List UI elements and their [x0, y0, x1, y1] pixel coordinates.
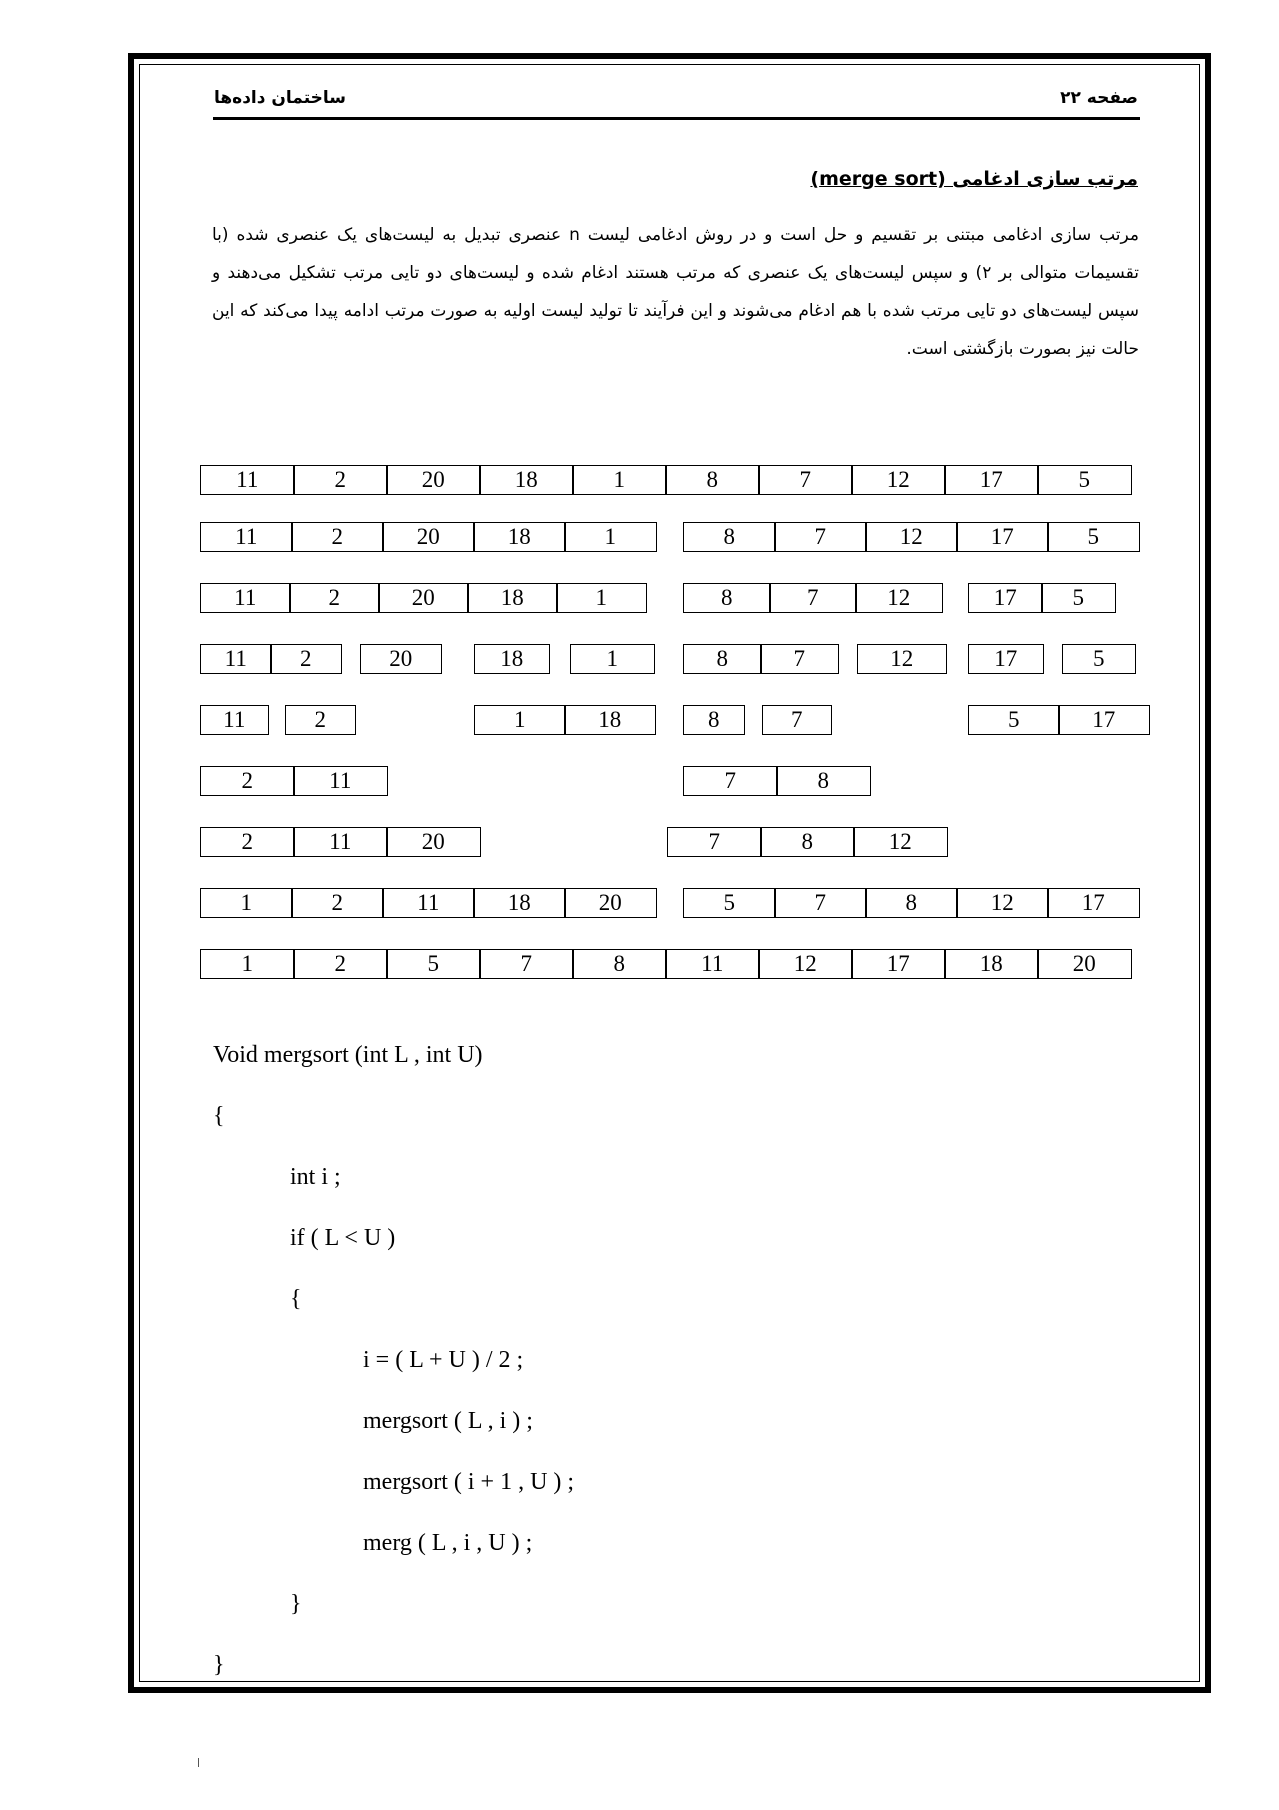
- array-cell: 11: [200, 705, 269, 735]
- array-cell: 11: [382, 888, 475, 918]
- array-cell: 8: [665, 465, 760, 495]
- array-cell: 11: [293, 827, 388, 857]
- array-cell: 20: [386, 465, 481, 495]
- array-cell: 8: [776, 766, 871, 796]
- array-cell: 17: [1058, 705, 1150, 735]
- array-cell: 7: [769, 583, 857, 613]
- array-row: [0, 583, 1279, 613]
- array-cell: 12: [865, 522, 958, 552]
- array-cell: 20: [382, 522, 475, 552]
- array-cell: 5: [1037, 465, 1132, 495]
- array-row: [0, 465, 1279, 495]
- array-cell: 1: [572, 465, 667, 495]
- code-line: {: [290, 1286, 302, 1312]
- array-cell: 5: [386, 949, 481, 979]
- book-title: ساختمان داده‌ها: [214, 88, 346, 108]
- page-number-label: صفحه ۲۲: [1060, 88, 1138, 108]
- code-line: mergsort ( L , i ) ;: [363, 1408, 533, 1434]
- header-rule: [213, 117, 1140, 120]
- array-cell: 1: [564, 522, 657, 552]
- array-cell: 7: [479, 949, 574, 979]
- array-cell: 8: [683, 522, 776, 552]
- array-cell: 2: [291, 522, 384, 552]
- array-row: [0, 827, 1279, 857]
- code-line: merg ( L , i , U ) ;: [363, 1530, 533, 1556]
- array-cell: 20: [386, 827, 481, 857]
- array-cell: 18: [473, 522, 566, 552]
- array-cell: 8: [683, 705, 745, 735]
- code-line: if ( L < U ): [290, 1225, 396, 1251]
- array-cell: 5: [968, 705, 1060, 735]
- array-cell: 5: [1041, 583, 1116, 613]
- array-row: [0, 888, 1279, 918]
- code-line: }: [290, 1591, 302, 1617]
- array-cell: 12: [851, 465, 946, 495]
- array-cell: 5: [1062, 644, 1136, 674]
- array-cell: 7: [774, 522, 867, 552]
- array-cell: 20: [564, 888, 657, 918]
- array-row: [0, 522, 1279, 552]
- array-row: [0, 644, 1279, 674]
- array-cell: 17: [1047, 888, 1140, 918]
- array-cell: 12: [758, 949, 853, 979]
- array-cell: 2: [200, 827, 295, 857]
- array-cell: 18: [944, 949, 1039, 979]
- array-cell: 7: [758, 465, 853, 495]
- array-cell: 2: [293, 949, 388, 979]
- array-cell: 17: [944, 465, 1039, 495]
- array-cell: 7: [774, 888, 867, 918]
- array-cell: 17: [968, 583, 1043, 613]
- array-cell: 7: [762, 705, 832, 735]
- array-cell: 8: [760, 827, 855, 857]
- array-cell: 18: [467, 583, 558, 613]
- array-cell: 18: [479, 465, 574, 495]
- code-line: }: [213, 1652, 225, 1678]
- array-cell: 17: [851, 949, 946, 979]
- array-cell: 8: [683, 644, 762, 674]
- array-cell: 11: [200, 465, 295, 495]
- array-cell: 7: [667, 827, 762, 857]
- section-title: مرتب سازی ادغامی (merge sort): [810, 168, 1138, 190]
- array-cell: 7: [683, 766, 778, 796]
- array-cell: 1: [474, 705, 566, 735]
- array-cell: 12: [855, 583, 943, 613]
- array-cell: 18: [564, 705, 656, 735]
- array-cell: 20: [360, 644, 442, 674]
- code-line: mergsort ( i + 1 , U ) ;: [363, 1469, 575, 1495]
- array-cell: 20: [378, 583, 469, 613]
- array-cell: 1: [570, 644, 655, 674]
- code-line: {: [213, 1103, 225, 1129]
- array-cell: 17: [968, 644, 1044, 674]
- array-cell: 11: [293, 766, 388, 796]
- array-cell: 18: [473, 888, 566, 918]
- array-cell: 8: [572, 949, 667, 979]
- array-cell: 20: [1037, 949, 1132, 979]
- array-cell: 1: [556, 583, 647, 613]
- array-cell: 17: [956, 522, 1049, 552]
- array-cell: 2: [291, 888, 384, 918]
- array-cell: 1: [200, 888, 293, 918]
- code-line: int i ;: [290, 1164, 341, 1190]
- array-cell: 12: [857, 644, 947, 674]
- array-row: [0, 949, 1279, 979]
- array-cell: 11: [200, 522, 293, 552]
- array-cell: 8: [683, 583, 771, 613]
- array-cell: 5: [683, 888, 776, 918]
- array-row: [0, 705, 1279, 735]
- array-cell: 7: [760, 644, 839, 674]
- array-cell: 2: [289, 583, 380, 613]
- array-cell: 12: [853, 827, 948, 857]
- array-cell: 11: [200, 644, 272, 674]
- array-cell: 2: [285, 705, 356, 735]
- array-cell: 11: [665, 949, 760, 979]
- array-cell: 2: [200, 766, 295, 796]
- array-cell: 2: [293, 465, 388, 495]
- array-cell: 18: [474, 644, 550, 674]
- section-paragraph: مرتب سازی ادغامی مبتنی بر تقسیم و حل است و در روش ادغامی لیست n عنصری تبدیل به لیست‌های یک عنصری شده (با تقسیمات متوالی بر ۲) و سپس لیست‌های یک عنصری که مرتب هستند ادغام شده و لیست‌های دو تایی مرتب تشکیل می‌دهند و سپس لیست‌های دو تایی مرتب شده با هم ادغام می‌شوند و این فرآیند تا تولید لیست اولیه به صورت مرتب ادامه پیدا می‌کند که این حالت نیز بصورت بازگشتی است.: [212, 225, 1140, 359]
- array-cell: 8: [865, 888, 958, 918]
- array-cell: 11: [200, 583, 291, 613]
- array-cell: 1: [200, 949, 295, 979]
- array-cell: 2: [270, 644, 342, 674]
- code-line: i = ( L + U ) / 2 ;: [363, 1347, 524, 1373]
- margin-mark: [198, 1758, 199, 1767]
- array-row: [0, 766, 1279, 796]
- array-cell: 12: [956, 888, 1049, 918]
- array-cell: 5: [1047, 522, 1140, 552]
- code-line: Void mergsort (int L , int U): [213, 1042, 483, 1068]
